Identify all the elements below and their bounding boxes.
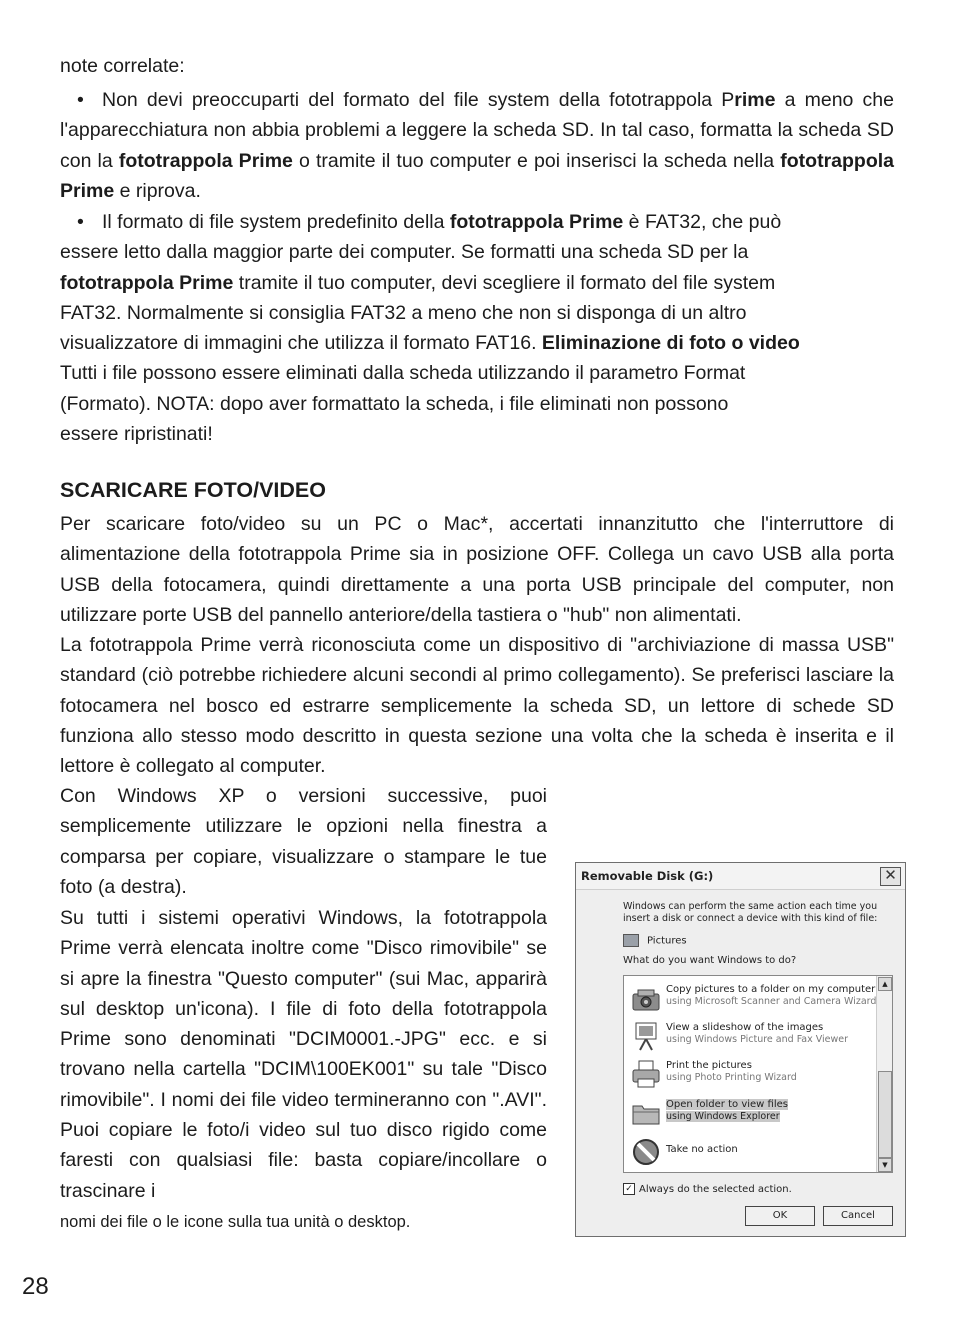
option-copy-pictures[interactable]: Copy pictures to a folder on my computer using Microsoft Scanner and Camera Wizard [628,980,874,1016]
paragraph-removable-disk: Su tutti i sistemi operativi Windows, la fototrappola Prime verrà elencata inoltre come "Disco rimovibile" se si apre la finestra "Questo computer" (sui Mac, apparirà sul desktop un'icona). I file di foto della fototrappola Prime sono denominati "DCIM0001.-JPG" ecc. e si trovano nella cartella "DCIM\100EK001" su tale "Disco rimovibile". I nomi dei file video termineranno con ".AVI". Puoi copiare le foto/i video sul tuo disco rigido come faresti con qualsiasi file: basta copiare/incollare o trascinare i nomi dei file o le icone sulla tua unità o desktop. [60,907,547,1231]
ok-button[interactable]: OK [745,1206,815,1226]
option-slideshow[interactable]: View a slideshow of the images using Windows Picture and Fax Viewer [628,1018,874,1054]
action-list[interactable] [623,975,893,1173]
close-icon[interactable]: ✕ [880,867,901,886]
list-scrollbar[interactable] [876,976,892,1172]
dialog-titlebar [576,863,905,890]
section-heading: SCARICARE FOTO/VIDEO [60,478,326,502]
option-print[interactable]: Print the pictures using Photo Printing Wizard [628,1056,874,1092]
always-checkbox[interactable]: ✓ Always do the selected action. [623,1183,792,1195]
paragraph-download: Per scaricare foto/video su un PC o Mac*, accertati innanzitutto che l'interruttore di alimentazione della fototrappola Prime sia in posizione OFF. Collega un cavo USB alla porta USB della fotocamera, quindi direttamente a una porta USB principale del computer, non utilizzare porte USB del pannello anteriore/della tastiera o "hub" non alimentati. [60,513,894,626]
bullet-mark: • [77,89,84,111]
checkmark-icon[interactable]: ✓ [623,1183,635,1195]
printer-icon [630,1058,662,1090]
bullet-paragraph-1: • Non devi preoccuparti del formato del file system della fototrappola Prime a meno che l'apparecchiatura non abbia problemi a leggere la scheda SD. In tal caso, formatta la scheda SD con la fototrappola Prime o tramite il tuo computer e poi inserisci la scheda nella fototrappola Prime e riprova. [60,85,894,206]
folder-icon [630,1097,662,1129]
pictures-icon [623,934,639,947]
autoplay-dialog [575,862,906,1237]
dialog-question: What do you want Windows to do? [623,955,797,966]
paragraph-windows-xp: Con Windows XP o versioni successive, puoi semplicemente utilizzare le opzioni nella finestra a comparsa per copiare, visualizzare o stampare le tue foto (a destra). [60,785,547,898]
dialog-intro: Windows can perform the same action each time you insert a disk or connect a device with this kind of file: [623,901,878,924]
media-type: Pictures [623,934,687,947]
intro-line: note correlate: [60,55,185,77]
page-number: 28 [22,1273,49,1300]
no-action-icon [630,1136,662,1168]
camera-icon [630,982,662,1014]
cancel-button[interactable]: Cancel [823,1206,893,1226]
scroll-down-icon[interactable]: ▼ [878,1158,892,1172]
scroll-thumb[interactable] [878,1071,892,1158]
bullet-mark: • [77,211,84,233]
paragraph-recognition: La fototrappola Prime verrà riconosciuta come un dispositivo di "archiviazione di massa USB" standard (ciò potrebbe richiedere alcuni secondi al primo collegamento). Se preferisci lasciare la fotocamera nel bosco ed estrarre semplicemente la scheda SD, un lettore di schede SD funziona allo stesso modo descritto in questa sezione una volta che la scheda è inserita e il lettore è collegato al computer. [60,634,894,778]
scroll-up-icon[interactable]: ▲ [878,977,892,991]
dialog-title: Removable Disk (G:) [581,869,714,883]
slideshow-icon [630,1020,662,1052]
option-take-no-action[interactable]: Take no action [628,1134,874,1170]
bullet-paragraph-2: • Il formato di file system predefinito della fototrappola Prime è FAT32, che può essere letto dalla maggior parte dei computer. Se formatti una scheda SD per la fototrappola Prime tramite il tuo computer, devi scegliere il formato del file system FAT32. Normalmente si consiglia FAT32 a meno che non si disponga di un altro visualizzatore di immagini che utilizza il formato FAT16. Eliminazione di foto o video Tutti i file possono essere eliminati dalla scheda utilizzando il parametro Format (Formato). NOTA: dopo aver formattato la scheda, i file eliminati non possono essere ripristinati! [60,207,894,449]
option-open-folder[interactable]: Open folder to view files using Windows Explorer [628,1095,874,1131]
subheading-delete: Eliminazione di foto o video [541,332,800,355]
